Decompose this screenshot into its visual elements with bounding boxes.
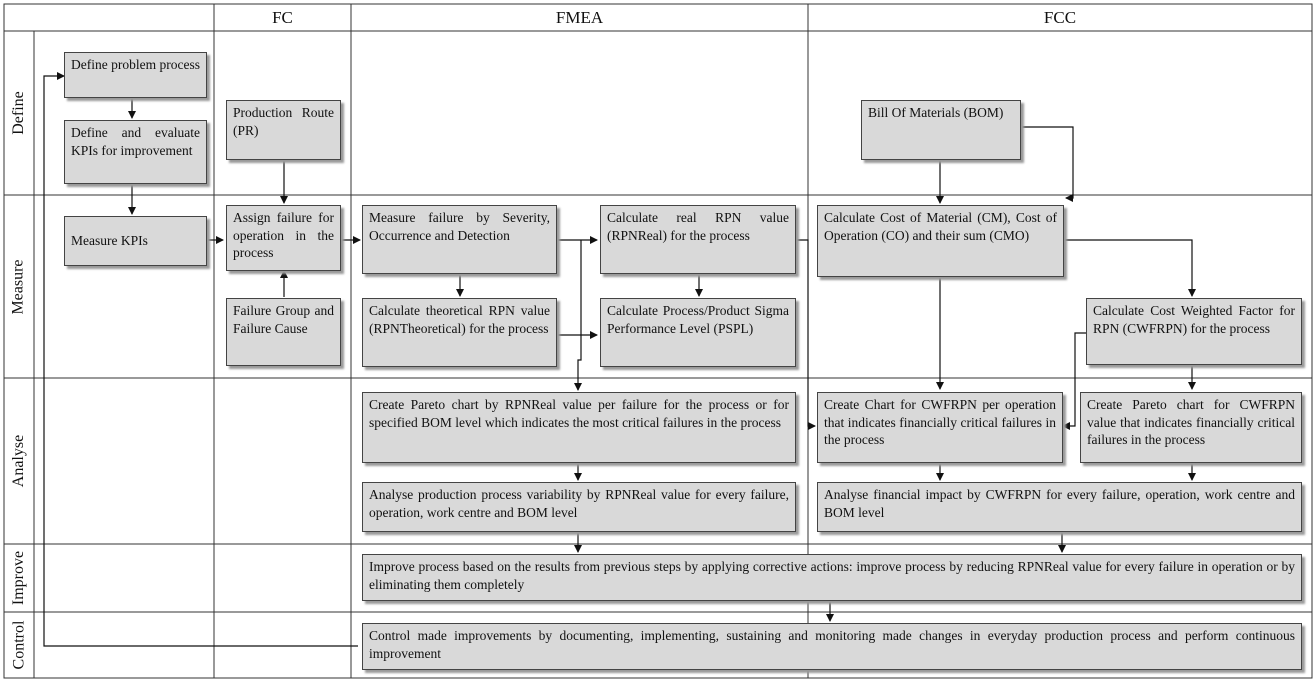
box-pareto-cwf: Create Pareto chart for CWFRPN value that indicates financially critical failures in the process xyxy=(1080,392,1302,463)
box-analyse-financial: Analyse financial impact by CWFRPN for every failure, operation, work centre and BOM level xyxy=(817,482,1302,532)
column-header-fcc: FCC xyxy=(1043,8,1077,27)
box-chart-cwf: Create Chart for CWFRPN per operation that indicates financially critical failures in the process xyxy=(817,392,1063,463)
box-assign-failure: Assign failure for operation in the process xyxy=(226,205,341,271)
box-bom: Bill Of Materials (BOM) xyxy=(861,100,1021,160)
box-calc-theoretical-rpn: Calculate theoretical RPN value (RPNTheoretical) for the process xyxy=(362,298,557,367)
arrow-real-to-chart-cwf xyxy=(796,240,815,426)
row-label-measure: Measure xyxy=(10,258,27,315)
box-control-improvements: Control made improvements by documenting, implementing, sustaining and monitoring made changes in everyday production process and perform continuous improvement xyxy=(362,623,1302,670)
box-define-problem: Define problem process xyxy=(64,52,207,98)
box-calc-pspl: Calculate Process/Product Sigma Performance Level (PSPL) xyxy=(600,298,796,367)
arrow-real-to-pareto xyxy=(578,240,581,390)
column-header-fmea: FMEA xyxy=(555,8,604,27)
row-label-improve: Improve xyxy=(10,550,28,606)
box-calc-real-rpn: Calculate real RPN value (RPNReal) for the process xyxy=(600,205,796,274)
box-define-kpis: Define and evaluate KPIs for improvement xyxy=(64,120,207,184)
box-analyse-variability: Analyse production process variability by RPNReal value for every failure, operation, work centre and BOM level xyxy=(362,482,796,532)
column-header-fc: FC xyxy=(272,8,293,27)
row-label-analyse: Analyse xyxy=(10,434,27,488)
box-failure-group: Failure Group and Failure Cause xyxy=(226,298,341,366)
box-calc-cwf: Calculate Cost Weighted Factor for RPN (CWFRPN) for the process xyxy=(1086,298,1302,365)
box-improve-process: Improve process based on the results from previous steps by applying corrective actions: improve process by reducing RPNReal value for every failure in operation or by eliminating them completely xyxy=(362,554,1302,601)
arrow-cost-to-cwf xyxy=(1064,240,1192,296)
box-measure-kpis: Measure KPIs xyxy=(64,216,207,266)
box-measure-failure: Measure failure by Severity, Occurrence and Detection xyxy=(362,205,557,274)
box-calc-cost: Calculate Cost of Material (CM), Cost of Operation (CO) and their sum (CMO) xyxy=(817,205,1064,277)
box-pareto-rpn: Create Pareto chart by RPNReal value per failure for the process or for specified BOM level which indicates the most critical failures in the process xyxy=(362,392,796,463)
box-production-route: Production Route (PR) xyxy=(226,100,341,160)
row-label-define: Define xyxy=(10,91,27,135)
row-label-control: Control xyxy=(10,620,28,670)
arrow-bom-to-cost-side xyxy=(1021,127,1073,198)
